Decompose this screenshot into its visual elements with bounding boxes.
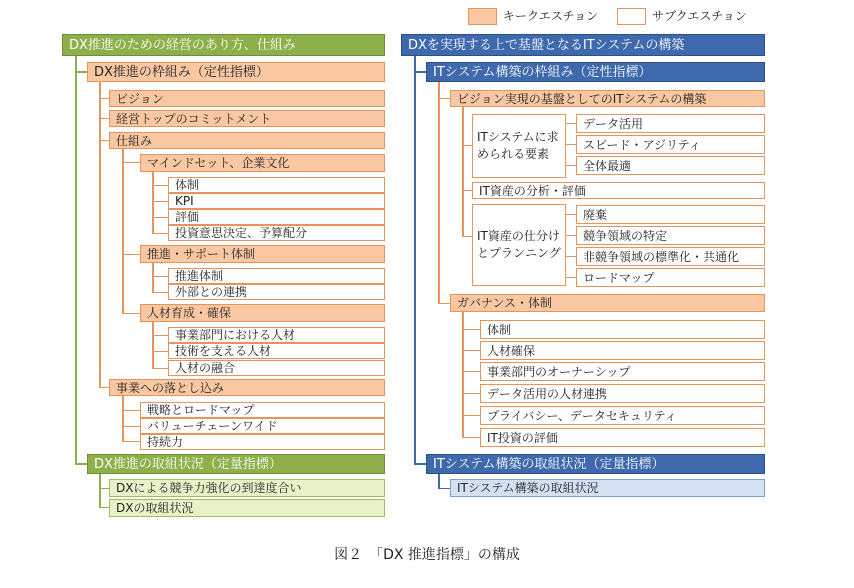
- connector: [99, 387, 109, 388]
- connector: [566, 165, 576, 166]
- governance-item: 人材確保: [480, 341, 765, 360]
- connector: [122, 396, 124, 442]
- connector: [122, 149, 124, 314]
- connector: [462, 350, 480, 351]
- governance-item: データ活用の人材連携: [480, 384, 765, 403]
- business-item: 持続力: [140, 434, 385, 450]
- requirements-item: データ活用: [576, 114, 765, 133]
- legend-key-swatch: [468, 8, 497, 25]
- connector: [152, 263, 154, 293]
- connector: [438, 474, 440, 489]
- right-quant-title: ITシステム構築の取組状況（定量指標）: [426, 454, 765, 474]
- talent-box: 人材育成・確保: [140, 304, 385, 322]
- mindset-item: KPI: [168, 193, 385, 209]
- connector: [99, 118, 109, 119]
- requirements-box: ITシステムに求められる要素: [472, 114, 566, 178]
- connector: [99, 488, 109, 489]
- business-box: 事業への落とし込み: [109, 379, 385, 396]
- assets-plan-item: ロードマップ: [576, 268, 765, 287]
- assets-plan-item: 競争領域の特定: [576, 226, 765, 245]
- connector: [462, 393, 480, 394]
- governance-item: 事業部門のオーナーシップ: [480, 362, 765, 381]
- connector: [566, 277, 576, 278]
- connector: [462, 312, 464, 438]
- connector: [462, 415, 480, 416]
- connector: [566, 214, 576, 215]
- commitment-box: 経営トップのコミットメント: [109, 110, 385, 127]
- connector: [152, 172, 154, 234]
- mindset-item: 評価: [168, 209, 385, 225]
- connector: [152, 201, 168, 202]
- connector: [566, 256, 576, 257]
- connector: [152, 276, 168, 277]
- connector: [438, 82, 440, 304]
- connector: [152, 217, 168, 218]
- connector: [462, 236, 472, 237]
- support-box: 推進・サポート体制: [140, 245, 385, 263]
- connector: [99, 82, 101, 388]
- governance-box: ガバナンス・体制: [450, 294, 765, 312]
- left-header: DX推進のための経営のあり方、仕組み: [62, 34, 385, 56]
- mindset-item: 体制: [168, 177, 385, 193]
- business-item: 戦略とロードマップ: [140, 402, 385, 418]
- support-item: 外部との連携: [168, 284, 385, 300]
- left-quant-item: DXによる競争力強化の到達度合い: [109, 479, 385, 497]
- connector: [99, 507, 109, 508]
- connector: [152, 368, 168, 369]
- assets-plan-item: 非競争領域の標準化・共通化: [576, 247, 765, 266]
- right-qual-title: ITシステム構築の枠組み（定性指標）: [426, 62, 765, 82]
- connector: [566, 144, 576, 145]
- connector: [122, 313, 140, 314]
- connector: [75, 71, 87, 73]
- figure-caption: 図２ 「DX 推進指標」の構成: [334, 547, 520, 563]
- legend-key-label: キークエスチョン: [503, 9, 599, 23]
- mindset-item: 投資意思決定、予算配分: [168, 225, 385, 241]
- connector: [122, 441, 140, 442]
- connector: [462, 329, 480, 330]
- legend-sub-label: サブクエスチョン: [652, 9, 747, 23]
- connector: [152, 292, 168, 293]
- vision-base-box: ビジョン実現の基盤としてのITシステムの構築: [450, 90, 765, 107]
- connector: [122, 254, 140, 255]
- governance-item: IT投資の評価: [480, 428, 765, 447]
- connector: [75, 56, 77, 464]
- connector: [462, 190, 472, 191]
- connector: [414, 463, 426, 465]
- connector: [462, 107, 464, 237]
- connector: [152, 351, 168, 352]
- connector: [122, 162, 140, 163]
- connector: [152, 233, 168, 234]
- left-quant-title: DX推進の取組状況（定量指標）: [87, 454, 385, 474]
- assets-plan-box: IT資産の仕分けとプランニング: [472, 204, 566, 286]
- talent-item: 事業部門における人材: [168, 327, 385, 343]
- right-quant-item: ITシステム構築の取組状況: [450, 479, 765, 497]
- connector: [152, 322, 154, 369]
- connector: [152, 185, 168, 186]
- connector: [122, 426, 140, 427]
- governance-item: プライバシー、データセキュリティ: [480, 406, 765, 425]
- talent-item: 技術を支える人材: [168, 343, 385, 359]
- left-qual-title: DX推進の枠組み（定性指標）: [87, 62, 385, 82]
- connector: [462, 371, 480, 372]
- connector: [438, 488, 450, 489]
- business-item: バリューチェーンワイド: [140, 418, 385, 434]
- talent-item: 人材の融合: [168, 360, 385, 376]
- connector: [99, 140, 109, 141]
- connector: [152, 335, 168, 336]
- requirements-item: スピード・アジリティ: [576, 135, 765, 154]
- connector: [99, 474, 101, 508]
- connector: [566, 123, 576, 124]
- left-quant-item: DXの取組状況: [109, 499, 385, 517]
- requirements-item: 全体最適: [576, 156, 765, 175]
- mindset-box: マインドセット、企業文化: [140, 154, 385, 172]
- support-item: 推進体制: [168, 268, 385, 284]
- connector: [438, 98, 450, 99]
- connector: [414, 56, 416, 464]
- vision-box: ビジョン: [109, 90, 385, 107]
- connector: [99, 98, 109, 99]
- shikumi-box: 仕組み: [109, 132, 385, 149]
- connector: [462, 437, 480, 438]
- assets-eval-box: IT資産の分析・評価: [472, 182, 765, 199]
- connector: [75, 463, 87, 465]
- assets-plan-item: 廃棄: [576, 205, 765, 224]
- connector: [122, 410, 140, 411]
- connector: [414, 71, 426, 73]
- right-header: DXを実現する上で基盤となるITシステムの構築: [401, 34, 765, 56]
- governance-item: 体制: [480, 320, 765, 339]
- connector: [438, 303, 450, 304]
- connector: [566, 235, 576, 236]
- connector: [462, 145, 472, 146]
- legend-sub-swatch: [617, 8, 646, 25]
